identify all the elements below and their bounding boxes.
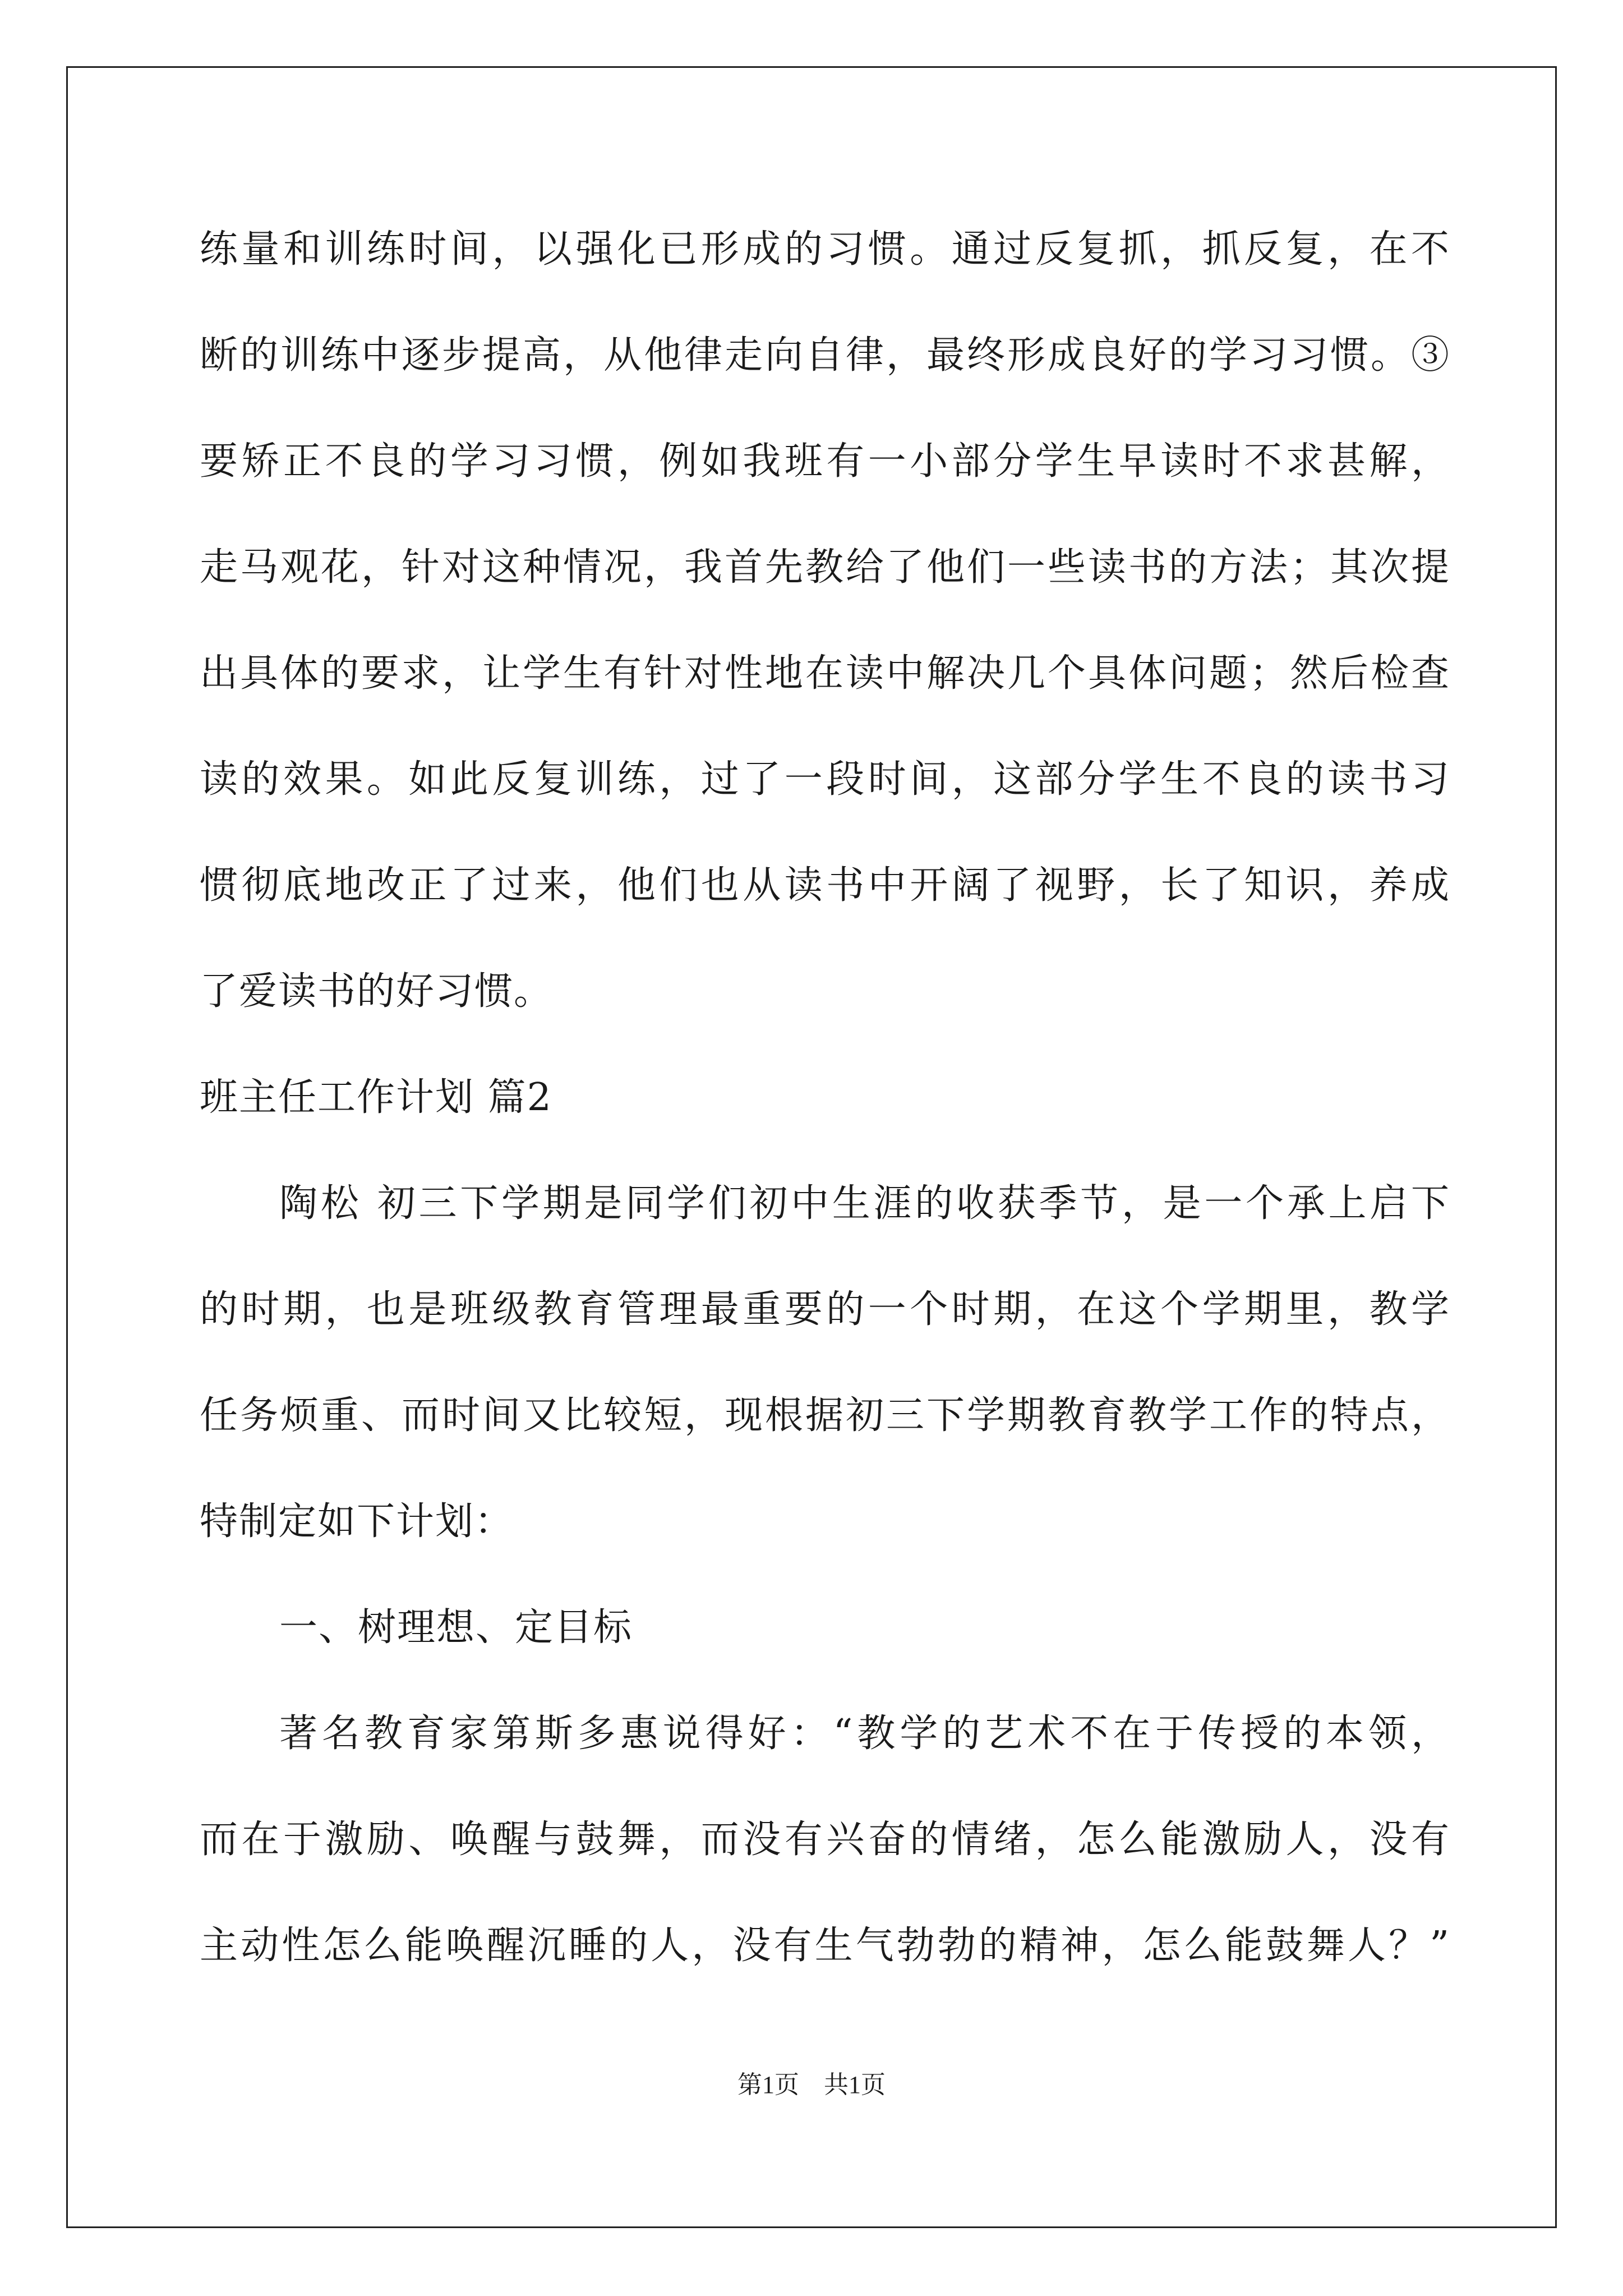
text-line: 练量和训练时间，以强化已形成的习惯。通过反复抓，抓反复，在不 <box>200 227 1450 272</box>
subheading: 一、树理想、定目标 <box>279 1605 633 1650</box>
paragraph-intro <box>200 1151 1450 1575</box>
page-number: 第1页 <box>737 2071 799 2099</box>
text-line: 陶松 初三下学期是同学们初中生涯的收获季节，是一个承上启下 <box>279 1181 1450 1226</box>
text-line: 了爱读书的好习惯。 <box>200 969 554 1014</box>
text-line: 的时期，也是班级教育管理最重要的一个时期，在这个学期里，教学 <box>200 1287 1450 1332</box>
text-line: 著名教育家第斯多惠说得好：“教学的艺术不在于传授的本领， <box>279 1711 1450 1756</box>
text-line: 走马观花，针对这种情况，我首先教给了他们一些读书的方法；其次提 <box>200 545 1450 590</box>
text-line: 惯彻底地改正了过来，他们也从读书中开阔了视野，长了知识，养成 <box>200 863 1450 908</box>
text-line: 出具体的要求，让学生有针对性地在读中解决几个具体问题；然后检查 <box>200 651 1450 696</box>
text-line: 任务烦重、而时间又比较短，现根据初三下学期教育教学工作的特点， <box>200 1393 1450 1438</box>
page-total: 共1页 <box>824 2071 886 2099</box>
paragraph-quote <box>200 1681 1450 1999</box>
text-line: 读的效果。如此反复训练，过了一段时间，这部分学生不良的读书习 <box>200 757 1450 802</box>
text-line: 特制定如下计划： <box>200 1499 514 1544</box>
text-line: 而在于激励、唤醒与鼓舞，而没有兴奋的情绪，怎么能激励人，没有 <box>200 1818 1450 1862</box>
text-line: 断的训练中逐步提高，从他律走向自律，最终形成良好的学习习惯。③ <box>200 333 1450 378</box>
text-line: 要矫正不良的学习习惯，例如我班有一小部分学生早读时不求甚解， <box>200 439 1450 484</box>
text-line: 主动性怎么能唤醒沉睡的人，没有生气勃勃的精神，怎么能鼓舞人？” <box>200 1924 1450 1968</box>
page-footer <box>0 2064 1623 2100</box>
section-heading: 班主任工作计划 篇2 <box>200 1075 552 1120</box>
document-body <box>200 196 1450 1999</box>
paragraph-habits <box>200 196 1450 1045</box>
